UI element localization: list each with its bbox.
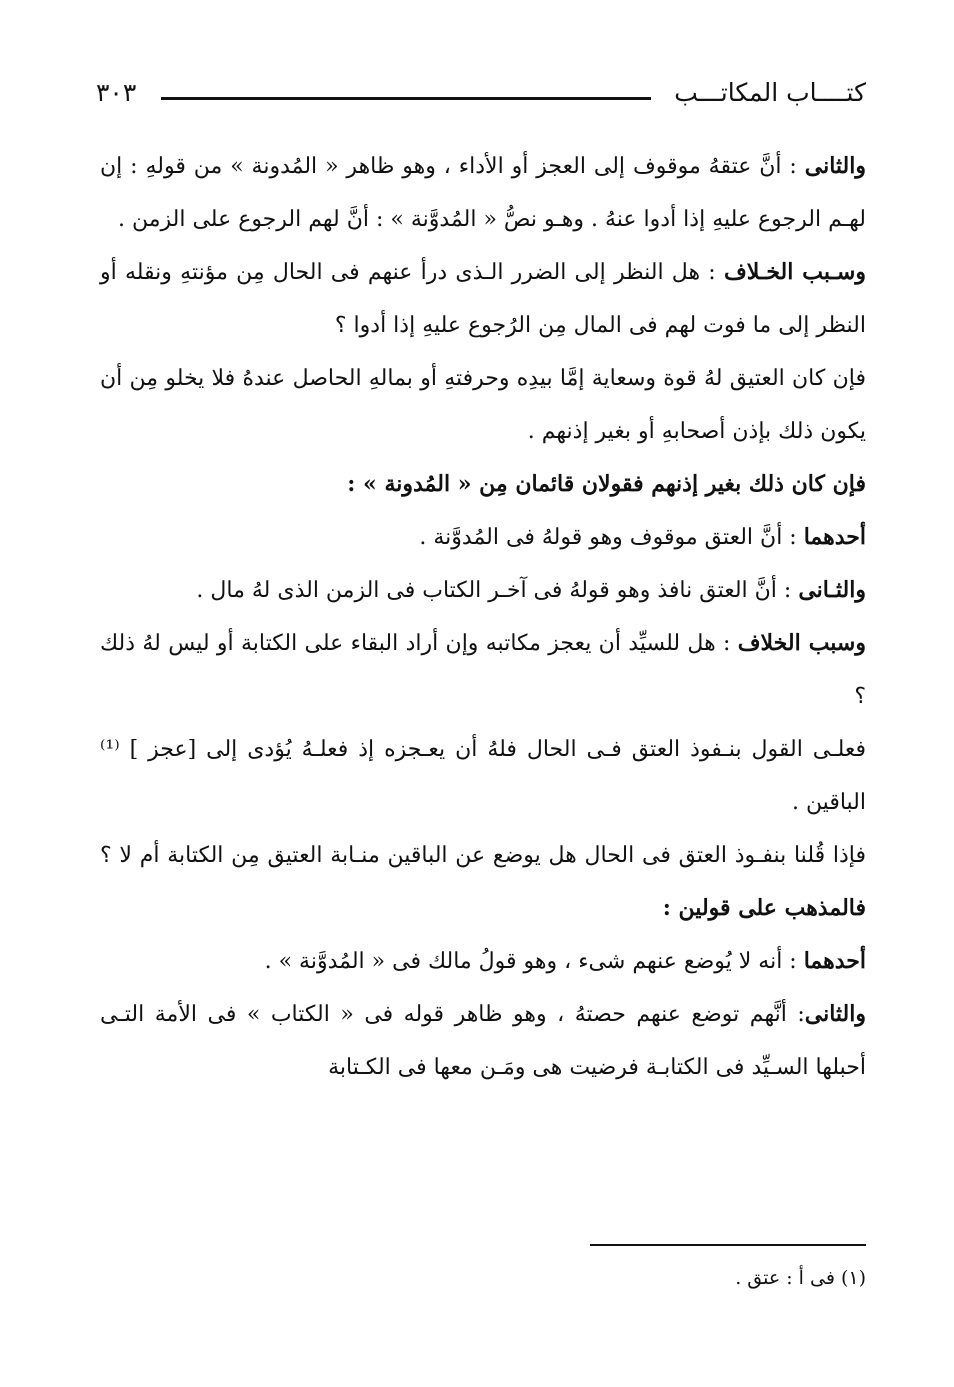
footnote: (١) فى أ : عتق . <box>735 1267 866 1289</box>
paragraph-text: : هل للسيِّد أن يعجز مكاتبه وإن أراد البقاء على الكتابة أو ليس لهُ ذلك ؟ <box>100 631 866 709</box>
paragraph-2 <box>100 246 866 352</box>
header-rule <box>161 97 651 100</box>
paragraph-lead: وسـبب الخـلاف <box>723 259 866 285</box>
paragraph-1 <box>100 140 866 246</box>
paragraph-lead: والثـانى <box>798 577 866 603</box>
main-text <box>100 140 866 1094</box>
paragraph-10 <box>100 935 866 988</box>
paragraph-text: : أنَّهم توضع عنهم حصتهُ ، وهو ظاهر قوله فى « الكتاب » فى الأمة التـى أحبلها السـيِّد فى الكتابـة فرضيت هى ومَـن معها فى الكـتابة <box>100 1002 866 1080</box>
paragraph-tail: فالمذهب على قولين : <box>662 895 866 921</box>
footnote-rule <box>590 1244 866 1246</box>
paragraph-4 <box>100 458 866 511</box>
paragraph-7 <box>100 617 866 723</box>
running-header <box>96 78 866 118</box>
paragraph-lead: أحدهما <box>803 524 866 550</box>
paragraph-8 <box>100 723 866 829</box>
paragraph-lead: والثانى <box>804 1001 866 1027</box>
paragraph-text: فإذا قُلنا بنفـوذ العتق فى الحال هل يوضع عن الباقين منـابة العتيق مِن الكتابة أم لا ؟ <box>100 843 866 868</box>
paragraph-text: : هل النظر إلى الضرر الـذى درأ عنهم فى الحال مِن مؤنتهِ ونقله أو النظر إلى ما فوت لهم فى المال مِن الرُجوع عليهِ إذا أدوا ؟ <box>100 260 866 338</box>
paragraph-5 <box>100 511 866 564</box>
paragraph-lead: فإن كان ذلك بغير إذنهم فقولان قائمان مِن « المُدونة » : <box>347 471 866 497</box>
paragraph-lead: والثانى <box>804 153 866 179</box>
paragraph-text: فإن كان العتيق لهُ قوة وسعاية إمَّا بيدِه وحرفتهِ أو بمالهِ الحاصل عندهُ فلا يخلو مِن أن يكون ذلك بإذن أصحابهِ أو بغير إذنهم . <box>100 366 866 444</box>
paragraph-9 <box>100 829 866 935</box>
paragraph-3 <box>100 352 866 458</box>
paragraph-text: : أنَّ عتقهُ موقوف إلى العجز أو الأداء ، وهو ظاهر « المُدونة » من قولهِ : إن لهـم الرجوع عليهِ إذا أدوا عنهُ . وهـو نصُّ « المُدوَّنة » : أنَّ لهم الرجوع على الزمن . <box>100 154 866 232</box>
chapter-title: كتــــاب المكاتـــب <box>674 78 866 107</box>
paragraph-lead: أحدهما <box>803 948 866 974</box>
page-number: ٣٠٣ <box>96 78 137 107</box>
paragraph-11 <box>100 988 866 1094</box>
paragraph-text: فعلـى القول بنـفوذ العتق فـى الحال فلهُ أن يعـجزه إذ فعلـهُ يُؤدى إلى [عجز ] ⁽¹⁾ الباقين . <box>100 737 866 815</box>
paragraph-lead: وسبب الخلاف <box>737 630 866 656</box>
paragraph-text: : أنَّ العتق موقوف وهو قولهُ فى المُدوَّنة . <box>419 525 804 550</box>
paragraph-text: : أنه لا يُوضع عنهم شىء ، وهو قولُ مالك فى « المُدوَّنة » . <box>264 949 804 974</box>
paragraph-6 <box>100 564 866 617</box>
paragraph-text: : أنَّ العتق نافذ وهو قولهُ فى آخـر الكتاب فى الزمن الذى لهُ مال . <box>196 578 799 603</box>
